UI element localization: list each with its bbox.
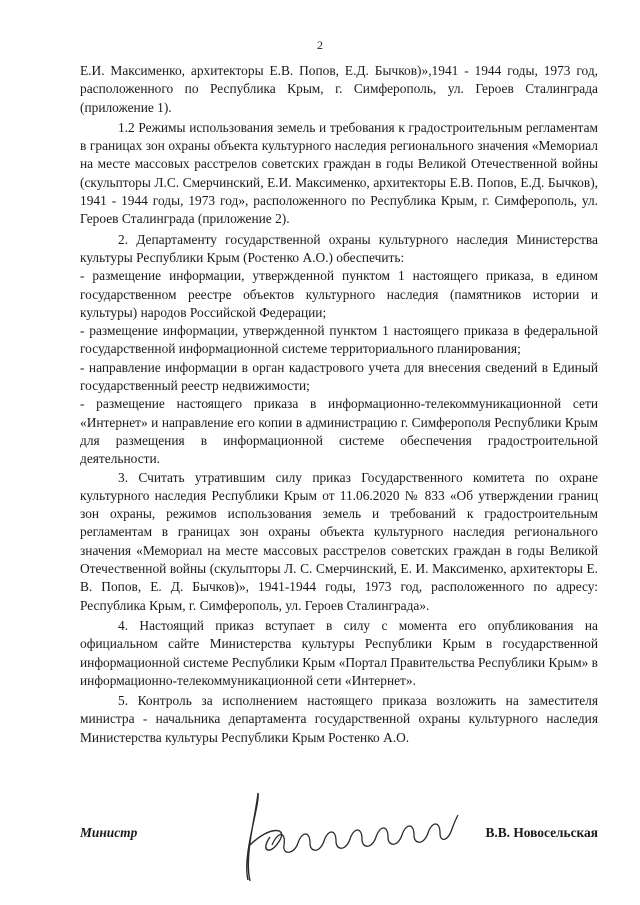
list-item-cadastral: - направление информации в орган кадастрового учета для внесения сведений в Единый государственный реестр недвижимости; xyxy=(80,359,598,394)
handwritten-signature xyxy=(230,785,470,895)
list-item-internet: - размещение настоящего приказа в информационно-телекоммуникационной сети «Интернет» и направление его копии в администрацию г. Симферополя Республики Крым для размещения в информационной системе обеспечения градостроительной деятельности. xyxy=(80,396,598,467)
list-item-planning-system: - размещение информации, утвержденной пунктом 1 настоящего приказа в федеральной государственной информационной системе территориального планирования; xyxy=(80,323,598,357)
page-number: 2 xyxy=(317,38,323,52)
document-body xyxy=(80,62,598,747)
paragraph-3: 3. Считать утратившим силу приказ Государственного комитета по охране культурного наследия Республики Крым от 11.06.2020 № 833 «Об утверждении границ зон охраны, режимов использования земель и требований к градостроительным регламентам в границах зон охраны объекта культурного наследия регионального значения «Мемориал на месте массовых расстрелов советских граждан в годы Великой Отечественной войны (скульпторы Л. С. Смерчинский, Е. И. Максименко, архитекторы Е. В. Попов, Е. Д. Бычков)», 1941-1944 годы, 1973 год, расположенного по адресу: Республика Крым, г. Симферополь, ул. Героев Сталинграда». xyxy=(80,469,598,613)
paragraph-1-2: 1.2 Режимы использования земель и требования к градостроительным регламентам в границах зон охраны объекта культурного наследия регионального значения «Мемориал на месте массовых расстрелов советских граждан в годы Великой Отечественной войны (скульпторы Л.С. Смерчинский, Е.И. Максименко, архитекторы Е.В. Попов, Е.Д. Бычков), 1941 - 1944 годы, 1973 год», расположенного по Республика Крым, г. Симферополь, ул. Героев Сталинграда (приложение 2). xyxy=(80,119,598,227)
list-item-registry: - размещение информации, утвержденной пунктом 1 настоящего приказа, в едином государственном реестре объектов культурного наследия (памятников истории и культуры) народов Российской Федерации; xyxy=(80,268,598,320)
signature-block xyxy=(80,785,598,895)
paragraph-2: 2. Департаменту государственной охраны культурного наследия Министерства культуры Республики Крым (Ростенко А.О.) обеспечить: xyxy=(80,231,598,265)
signer-title: Министр xyxy=(80,825,138,840)
paragraph-5: 5. Контроль за исполнением настоящего приказа возложить на заместителя министра - начальника департамента государственной охраны культурного наследия Министерства культуры Республики Крым Ростенко А.О. xyxy=(80,693,598,745)
paragraph-continuation: Е.И. Максименко, архитекторы Е.В. Попов, Е.Д. Бычков)»,1941 - 1944 годы, 1973 год, расположенного по Республика Крым, г. Симферополь, ул. Героев Сталинграда (приложение 1). xyxy=(80,63,598,115)
signer-name: В.В. Новосельская xyxy=(485,825,598,840)
paragraph-4: 4. Настоящий приказ вступает в силу с момента его опубликования на официальном сайте Министерства культуры Республики Крым в государственной информационной системе Республики Крым «Портал Правительства Республики Крым» в информационно-телекоммуникационной сети «Интернет». xyxy=(80,617,598,688)
